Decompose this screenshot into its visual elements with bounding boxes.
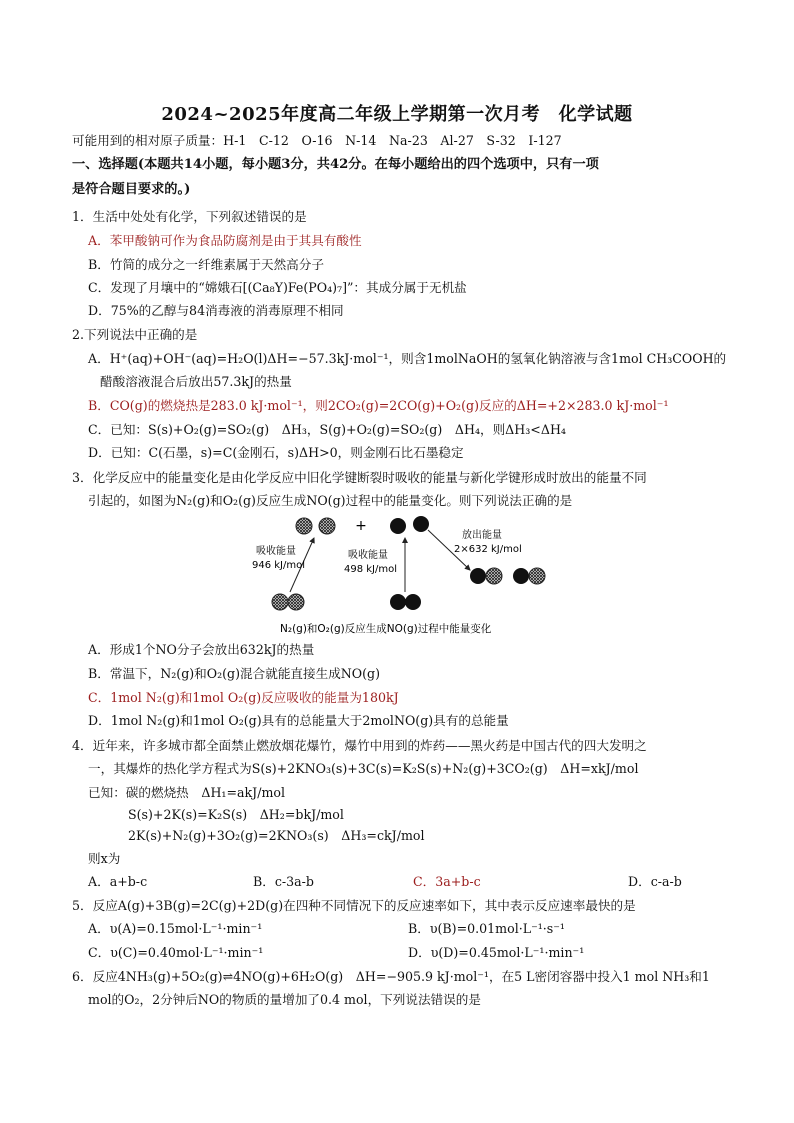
q3-option-b: B．常温下，N₂(g)和O₂(g)混合就能直接生成NO(g) [88, 666, 381, 681]
o-atom [513, 568, 529, 584]
section-heading-line1: 一、选择题(本题共14小题，每小题3分，共42分。在每小题给出的四个选项中，只有一项 [72, 157, 599, 172]
o-atom [390, 594, 406, 610]
page-title: 2024~2025年度高二年级上学期第一次月考 化学试题 [161, 104, 633, 125]
q1-option-d: D．75%的乙醇与84消毒液的消毒原理不相同 [88, 303, 344, 318]
q4-stem-line1: 4．近年来，许多城市都全面禁止燃放烟花爆竹，爆竹中用到的炸药——黑火药是中国古代的四大发明之 [72, 738, 647, 753]
atomic-masses: 可能用到的相对原子质量：H-1 C-12 O-16 N-14 Na-23 Al-27 S-32 I-127 [72, 133, 562, 148]
q2-option-b: B．CO(g)的燃烧热是283.0 kJ·mol⁻¹，则2CO₂(g)=2CO(g)+O₂(g)反应的ΔH=+2×283.0 kJ·mol⁻¹ [88, 398, 669, 413]
q1-option-c: C．发现了月壤中的“嫦娥石[(Ca₈Y)Fe(PO₄)₇]”：其成分属于无机盐 [88, 280, 467, 295]
q4-ask: 则x为 [88, 851, 121, 866]
q3-stem-line1: 3．化学反应中的能量变化是由化学反应中旧化学键断裂时吸收的能量与新化学键形成时放出的能量不同 [72, 470, 647, 485]
n-atom [272, 594, 288, 610]
absorb-label-1: 吸收能量 [256, 546, 296, 557]
o-atom [405, 594, 421, 610]
energy-diagram [250, 510, 550, 638]
section-heading-line2: 是符合题目要求的。) [72, 182, 191, 197]
n-atom [529, 568, 545, 584]
q5-option-b: B．υ(B)=0.01mol·L⁻¹·s⁻¹ [408, 921, 565, 936]
n-atom [296, 518, 312, 534]
q6-stem-line1: 6．反应4NH₃(g)+5O₂(g)⇌4NO(g)+6H₂O(g) ΔH=−905.9 kJ·mol⁻¹，在5 L密闭容器中投入1 mol NH₃和1 [72, 969, 710, 984]
n-atom [486, 568, 502, 584]
q3-stem-line2: 引起的，如图为N₂(g)和O₂(g)反应生成NO(g)过程中的能量变化。则下列说法正确的是 [88, 493, 573, 508]
n-atom [319, 518, 335, 534]
absorb-label-2: 吸收能量 [348, 550, 388, 561]
absorb-value-2: 498 kJ/mol [344, 564, 398, 575]
q1-option-b: B．竹简的成分之一纤维素属于天然高分子 [88, 257, 324, 272]
release-label: 放出能量 [462, 530, 502, 541]
o-atom [470, 568, 486, 584]
q2-option-a-line2: 醋酸溶液混合后放出57.3kJ的热量 [100, 374, 292, 389]
q3-option-a: A．形成1个NO分子会放出632kJ的热量 [88, 642, 315, 657]
q5-stem: 5．反应A(g)+3B(g)=2C(g)+2D(g)在四种不同情况下的反应速率如下，其中表示反应速率最快的是 [72, 898, 636, 913]
q3-option-c: C．1mol N₂(g)和1mol O₂(g)反应吸收的能量为180kJ [88, 690, 399, 705]
q3-option-d: D．1mol N₂(g)和1mol O₂(g)具有的总能量大于2molNO(g)具有的总能量 [88, 713, 509, 728]
q4-known-3: 2K(s)+N₂(g)+3O₂(g)=2KNO₃(s) ΔH₃=ckJ/mol [128, 828, 425, 843]
q2-option-d: D．已知：C(石墨，s)=C(金刚石，s)ΔH>0，则金刚石比石墨稳定 [88, 445, 464, 460]
o-atom [390, 518, 406, 534]
q5-option-c: C．υ(C)=0.40mol·L⁻¹·min⁻¹ [88, 945, 264, 960]
release-value: 2×632 kJ/mol [454, 544, 522, 555]
q4-option-b: B．c-3a-b [253, 874, 314, 889]
absorb-value-1: 946 kJ/mol [252, 560, 306, 571]
q1-stem: 1．生活中处处有化学，下列叙述错误的是 [72, 209, 307, 224]
q2-option-a-line1: A．H⁺(aq)+OH⁻(aq)=H₂O(l)ΔH=−57.3kJ·mol⁻¹，则含1molNaOH的氢氧化钠溶液与含1mol CH₃COOH的 [88, 351, 727, 366]
q1-option-a: A．苯甲酸钠可作为食品防腐剂是由于其具有酸性 [88, 233, 362, 248]
q4-known-1: 已知：碳的燃烧热 ΔH₁=akJ/mol [88, 785, 286, 800]
plus-sign: + [355, 518, 367, 534]
q4-option-a: A．a+b-c [88, 874, 148, 889]
diagram-caption: N₂(g)和O₂(g)反应生成NO(g)过程中能量变化 [280, 623, 492, 635]
q6-stem-line2: mol的O₂，2分钟后NO的物质的量增加了0.4 mol，下列说法错误的是 [88, 992, 481, 1007]
q4-known-2: S(s)+2K(s)=K₂S(s) ΔH₂=bkJ/mol [128, 807, 344, 822]
n-atom [288, 594, 304, 610]
q4-stem-line2: 一，其爆炸的热化学方程式为S(s)+2KNO₃(s)+3C(s)=K₂S(s)+N₂(g)+3CO₂(g) ΔH=xkJ/mol [88, 761, 639, 776]
q5-option-d: D．υ(D)=0.45mol·L⁻¹·min⁻¹ [408, 945, 585, 960]
q2-option-c: C．已知：S(s)+O₂(g)=SO₂(g) ΔH₃，S(g)+O₂(g)=SO₂(g) ΔH₄，则ΔH₃<ΔH₄ [88, 422, 566, 437]
q5-option-a: A．υ(A)=0.15mol·L⁻¹·min⁻¹ [88, 921, 263, 936]
q4-option-d: D．c-a-b [628, 874, 682, 889]
q2-stem: 2.下列说法中正确的是 [72, 327, 198, 342]
o-atom [413, 516, 429, 532]
q4-option-c: C．3a+b-c [413, 874, 481, 889]
